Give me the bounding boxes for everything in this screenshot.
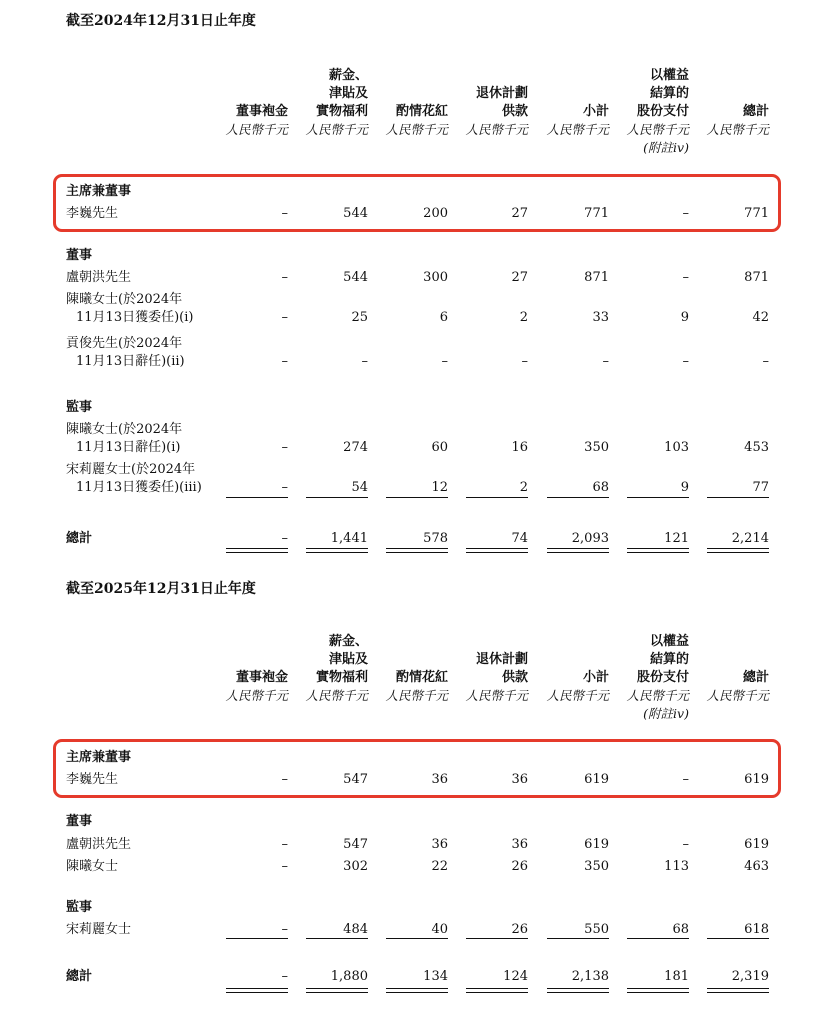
total-double-rule xyxy=(627,988,689,993)
unit-label: 人民幣千元 xyxy=(626,688,689,703)
subtotal-rule xyxy=(707,497,769,498)
header-pension-contribution: 供款 xyxy=(501,670,528,685)
unit-label: 人民幣千元 xyxy=(385,688,448,703)
total-double-rule xyxy=(386,988,448,993)
value-fees: – xyxy=(281,440,288,455)
total-pension-contribution: 74 xyxy=(511,531,528,546)
section-label: 主席兼董事 xyxy=(66,184,132,199)
row-name: 盧朝洪先生 xyxy=(66,270,132,285)
total-double-rule xyxy=(707,988,769,993)
total-fees: – xyxy=(281,969,288,984)
row-name: 11月13日辭任)(ii) xyxy=(76,354,185,369)
value-salary-benefits: 547 xyxy=(343,837,368,852)
value-subtotal: 619 xyxy=(584,837,609,852)
subtotal-rule xyxy=(226,938,288,939)
value-discretionary-bonus: 40 xyxy=(431,922,448,937)
table-title: 截至2025年12月31日止年度 xyxy=(66,581,256,597)
header-equity-settled-payment: 結算的 xyxy=(649,86,689,101)
value-pension-contribution: 26 xyxy=(511,922,528,937)
value-equity-settled-payment: 113 xyxy=(664,859,689,874)
header-pension-contribution: 供款 xyxy=(501,104,528,119)
total-double-rule xyxy=(306,548,368,553)
header-salary-benefits: 實物福利 xyxy=(315,104,368,119)
value-pension-contribution: 36 xyxy=(511,837,528,852)
header-pension-contribution: 退休計劃 xyxy=(475,652,528,667)
value-discretionary-bonus: – xyxy=(441,354,448,369)
subtotal-rule xyxy=(386,938,448,939)
unit-label: 人民幣千元 xyxy=(546,688,609,703)
total-salary-benefits: 1,441 xyxy=(330,531,368,546)
value-discretionary-bonus: 300 xyxy=(423,270,448,285)
total-subtotal: 2,093 xyxy=(571,531,609,546)
total-double-rule xyxy=(386,548,448,553)
unit-label: 人民幣千元 xyxy=(385,122,448,137)
value-equity-settled-payment: – xyxy=(682,270,689,285)
value-pension-contribution: 16 xyxy=(511,440,528,455)
value-fees: – xyxy=(281,772,288,787)
value-discretionary-bonus: 22 xyxy=(431,859,448,874)
header-salary-benefits: 津貼及 xyxy=(328,86,368,101)
header-subtotal: 小計 xyxy=(582,670,609,685)
subtotal-rule xyxy=(306,497,368,498)
subtotal-rule xyxy=(466,497,528,498)
total-label: 總計 xyxy=(66,531,93,546)
value-fees: – xyxy=(281,270,288,285)
header-equity-settled-payment: 以權益 xyxy=(649,634,689,649)
value-pension-contribution: – xyxy=(521,354,528,369)
value-fees: – xyxy=(281,206,288,221)
value-total: 871 xyxy=(744,270,769,285)
value-salary-benefits: 302 xyxy=(343,859,368,874)
header-total: 總計 xyxy=(742,670,769,685)
total-label: 總計 xyxy=(66,969,93,984)
value-fees: – xyxy=(281,310,288,325)
value-equity-settled-payment: 103 xyxy=(664,440,689,455)
total-double-rule xyxy=(306,988,368,993)
value-total: 619 xyxy=(744,837,769,852)
row-name: 宋莉麗女士(於2024年 xyxy=(66,462,196,477)
subtotal-rule xyxy=(226,497,288,498)
value-salary-benefits: 274 xyxy=(343,440,368,455)
unit-label: 人民幣千元 xyxy=(465,688,528,703)
subtotal-rule xyxy=(627,497,689,498)
value-subtotal: – xyxy=(602,354,609,369)
subtotal-rule xyxy=(547,938,609,939)
unit-label: 人民幣千元 xyxy=(305,688,368,703)
value-subtotal: 771 xyxy=(584,206,609,221)
value-subtotal: 619 xyxy=(584,772,609,787)
section-label: 監事 xyxy=(66,400,93,415)
total-equity-settled-payment: 181 xyxy=(664,969,689,984)
value-equity-settled-payment: – xyxy=(682,354,689,369)
row-name: 11月13日獲委任)(iii) xyxy=(76,480,202,495)
value-discretionary-bonus: 36 xyxy=(431,837,448,852)
unit-label: 人民幣千元 xyxy=(465,122,528,137)
header-subtotal: 小計 xyxy=(582,104,609,119)
unit-label: 人民幣千元 xyxy=(626,122,689,137)
value-total: – xyxy=(762,354,769,369)
value-pension-contribution: 36 xyxy=(511,772,528,787)
total-equity-settled-payment: 121 xyxy=(664,531,689,546)
value-fees: – xyxy=(281,837,288,852)
value-equity-settled-payment: 9 xyxy=(680,480,689,495)
value-pension-contribution: 27 xyxy=(511,270,528,285)
value-fees: – xyxy=(281,922,288,937)
total-subtotal: 2,138 xyxy=(571,969,609,984)
row-name: 盧朝洪先生 xyxy=(66,837,132,852)
table-title: 截至2024年12月31日止年度 xyxy=(66,13,256,29)
value-discretionary-bonus: 12 xyxy=(431,480,448,495)
subtotal-rule xyxy=(707,938,769,939)
header-salary-benefits: 實物福利 xyxy=(315,670,368,685)
value-salary-benefits: 25 xyxy=(351,310,368,325)
value-pension-contribution: 27 xyxy=(511,206,528,221)
subtotal-rule xyxy=(386,497,448,498)
value-total: 453 xyxy=(744,440,769,455)
value-discretionary-bonus: 6 xyxy=(439,310,448,325)
chairman-highlight-box xyxy=(53,739,781,798)
value-salary-benefits: 484 xyxy=(343,922,368,937)
value-salary-benefits: 54 xyxy=(351,480,368,495)
row-name: 陳曦女士(於2024年 xyxy=(66,422,183,437)
value-subtotal: 68 xyxy=(592,480,609,495)
section-label: 董事 xyxy=(66,248,93,263)
header-equity-settled-payment: 股份支付 xyxy=(636,104,689,119)
total-fees: – xyxy=(281,531,288,546)
total-discretionary-bonus: 134 xyxy=(423,969,448,984)
value-total: 771 xyxy=(744,206,769,221)
value-salary-benefits: 544 xyxy=(343,270,368,285)
header-fees: 董事袍金 xyxy=(235,670,288,685)
value-fees: – xyxy=(281,354,288,369)
header-salary-benefits: 津貼及 xyxy=(328,652,368,667)
header-discretionary-bonus: 酌情花紅 xyxy=(395,670,448,685)
unit-label: 人民幣千元 xyxy=(546,122,609,137)
value-equity-settled-payment: – xyxy=(682,837,689,852)
total-double-rule xyxy=(226,988,288,993)
chairman-highlight-box xyxy=(53,174,781,232)
row-name: 李巍先生 xyxy=(66,206,119,221)
value-fees: – xyxy=(281,480,288,495)
total-double-rule xyxy=(627,548,689,553)
total-double-rule xyxy=(466,548,528,553)
section-label: 主席兼董事 xyxy=(66,750,132,765)
header-total: 總計 xyxy=(742,104,769,119)
total-discretionary-bonus: 578 xyxy=(423,531,448,546)
total-pension-contribution: 124 xyxy=(503,969,528,984)
subtotal-rule xyxy=(627,938,689,939)
value-subtotal: 871 xyxy=(584,270,609,285)
equity-note: (附註iv) xyxy=(643,140,689,155)
unit-label: 人民幣千元 xyxy=(305,122,368,137)
value-pension-contribution: 26 xyxy=(511,859,528,874)
value-discretionary-bonus: 60 xyxy=(431,440,448,455)
subtotal-rule xyxy=(306,938,368,939)
value-subtotal: 550 xyxy=(584,922,609,937)
value-total: 618 xyxy=(744,922,769,937)
header-fees: 董事袍金 xyxy=(235,104,288,119)
row-name: 陳曦女士(於2024年 xyxy=(66,292,183,307)
value-equity-settled-payment: 68 xyxy=(672,922,689,937)
value-fees: – xyxy=(281,859,288,874)
header-equity-settled-payment: 結算的 xyxy=(649,652,689,667)
total-double-rule xyxy=(547,988,609,993)
total-total: 2,319 xyxy=(731,969,769,984)
value-total: 42 xyxy=(752,310,769,325)
value-total: 77 xyxy=(752,480,769,495)
value-salary-benefits: 544 xyxy=(343,206,368,221)
row-name: 11月13日辭任)(i) xyxy=(76,440,181,455)
equity-note: (附註iv) xyxy=(643,706,689,721)
section-label: 董事 xyxy=(66,814,93,829)
value-equity-settled-payment: – xyxy=(682,206,689,221)
value-total: 619 xyxy=(744,772,769,787)
header-pension-contribution: 退休計劃 xyxy=(475,86,528,101)
value-equity-settled-payment: – xyxy=(682,772,689,787)
unit-label: 人民幣千元 xyxy=(706,122,769,137)
total-double-rule xyxy=(226,548,288,553)
row-name: 11月13日獲委任)(i) xyxy=(76,310,194,325)
row-name: 李巍先生 xyxy=(66,772,119,787)
unit-label: 人民幣千元 xyxy=(706,688,769,703)
header-salary-benefits: 薪金、 xyxy=(328,68,368,83)
header-salary-benefits: 薪金、 xyxy=(328,634,368,649)
subtotal-rule xyxy=(547,497,609,498)
subtotal-rule xyxy=(466,938,528,939)
row-name: 宋莉麗女士 xyxy=(66,922,132,937)
value-pension-contribution: 2 xyxy=(519,480,528,495)
row-name: 貢俊先生(於2024年 xyxy=(66,336,183,351)
total-double-rule xyxy=(547,548,609,553)
header-equity-settled-payment: 以權益 xyxy=(649,68,689,83)
header-equity-settled-payment: 股份支付 xyxy=(636,670,689,685)
value-discretionary-bonus: 36 xyxy=(431,772,448,787)
value-subtotal: 33 xyxy=(592,310,609,325)
header-discretionary-bonus: 酌情花紅 xyxy=(395,104,448,119)
value-salary-benefits: 547 xyxy=(343,772,368,787)
unit-label: 人民幣千元 xyxy=(225,122,288,137)
total-double-rule xyxy=(707,548,769,553)
value-total: 463 xyxy=(744,859,769,874)
section-label: 監事 xyxy=(66,900,93,915)
value-subtotal: 350 xyxy=(584,440,609,455)
total-salary-benefits: 1,880 xyxy=(330,969,368,984)
value-pension-contribution: 2 xyxy=(519,310,528,325)
total-total: 2,214 xyxy=(731,531,769,546)
unit-label: 人民幣千元 xyxy=(225,688,288,703)
value-equity-settled-payment: 9 xyxy=(680,310,689,325)
value-subtotal: 350 xyxy=(584,859,609,874)
value-discretionary-bonus: 200 xyxy=(423,206,448,221)
total-double-rule xyxy=(466,988,528,993)
row-name: 陳曦女士 xyxy=(66,859,119,874)
value-salary-benefits: – xyxy=(361,354,368,369)
